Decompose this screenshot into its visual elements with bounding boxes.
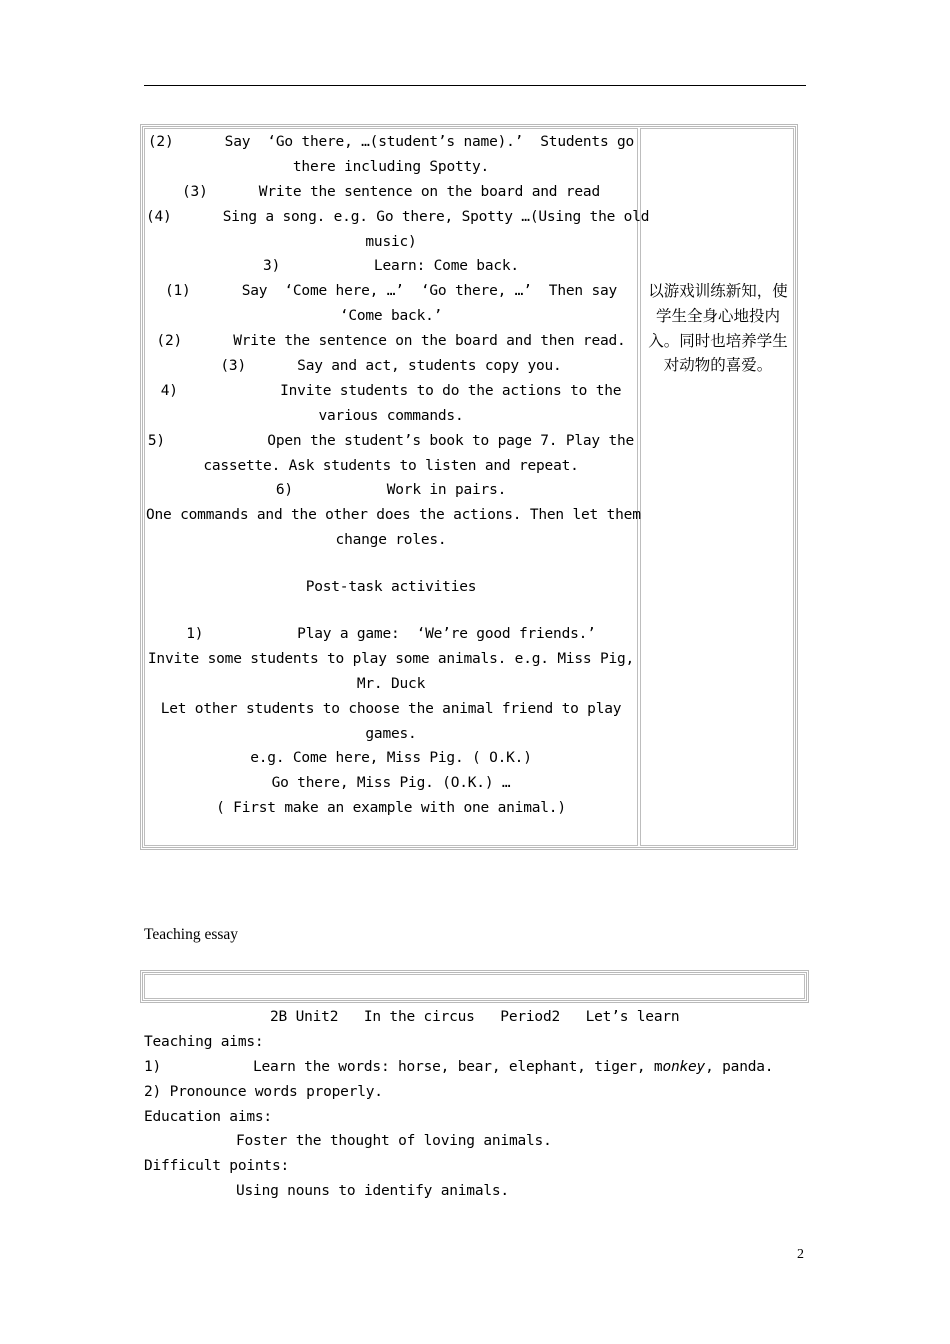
procedure-line: 4) Invite students to do the actions to the xyxy=(160,382,622,399)
procedure-line: cassette. Ask students to listen and repeat. xyxy=(203,457,579,474)
procedure-line: there including Spotty. xyxy=(292,158,490,175)
education-aims-heading: Education aims: xyxy=(144,1108,272,1125)
procedure-line: e.g. Come here, Miss Pig. ( O.K.) xyxy=(250,750,532,767)
teaching-aims-heading: Teaching aims: xyxy=(144,1033,264,1050)
procedure-line: music) xyxy=(365,233,417,250)
difficult-points-text: Using nouns to identify animals. xyxy=(236,1183,509,1200)
section-heading: Post-task activities xyxy=(305,579,477,596)
procedure-line: (1) Say ‘Come here, …’ ‘Go there, …’ Then say xyxy=(164,283,618,300)
procedure-line: Let other students to choose the animal friend to play xyxy=(160,700,622,717)
note-line: 学生全身心地投内 xyxy=(655,306,780,325)
note-line: 对动物的喜爱。 xyxy=(663,356,773,375)
aim-item-2: 2) Pronounce words properly. xyxy=(144,1083,383,1100)
procedure-line: 1) Play a game: ‘We’re good friends.’ xyxy=(186,626,596,643)
difficult-points-heading: Difficult points: xyxy=(144,1158,290,1175)
education-aims-text: Foster the thought of loving animals. xyxy=(236,1133,552,1150)
empty-table-cell xyxy=(144,974,805,999)
procedure-line: (4) Sing a song. e.g. Go there, Spotty …(Using the old xyxy=(146,208,650,225)
header-rule xyxy=(144,85,806,86)
procedure-line: 6) Work in pairs. xyxy=(275,482,507,499)
procedure-line: Mr. Duck xyxy=(356,675,426,692)
note-line: 入。同时也培养学生 xyxy=(648,331,788,350)
procedure-line: ( First make an example with one animal.) xyxy=(216,800,566,817)
aim-text: Learn the words: horse, bear, elephant, tiger, m xyxy=(253,1058,663,1075)
procedure-line: Go there, Miss Pig. (O.K.) … xyxy=(271,775,511,792)
aim-item-1 xyxy=(144,1055,804,1080)
procedure-line: change roles. xyxy=(335,532,447,549)
procedure-line: 3) Learn: Come back. xyxy=(263,258,519,275)
page-number: 2 xyxy=(797,1247,804,1262)
procedure-text xyxy=(146,130,650,821)
essay-heading: Teaching essay xyxy=(144,926,239,943)
procedure-line: (2) Write the sentence on the board and then read. xyxy=(156,333,626,350)
procedure-line: ‘Come back.’ xyxy=(339,308,443,325)
procedure-line: (2) Say ‘Go there, …(student’s name).’ Students go xyxy=(147,134,635,150)
procedure-line: 5) Open the student’s book to page 7. Play the xyxy=(147,432,635,449)
procedure-line: (3) Say and act, students copy you. xyxy=(220,358,562,375)
procedure-line: Invite some students to play some animals. e.g. Miss Pig, xyxy=(147,650,635,667)
teaching-notes xyxy=(642,279,794,378)
blank-line xyxy=(146,600,636,622)
procedure-line: One commands and the other does the actions. Then let them xyxy=(146,507,641,524)
procedure-line: games. xyxy=(365,725,417,742)
lesson-title: 2B Unit2 In the circus Period2 Let’s learn xyxy=(270,1009,680,1025)
aim-text-italic: onkey xyxy=(662,1058,706,1075)
aim-text-end: , panda. xyxy=(705,1058,774,1075)
blank-line xyxy=(146,553,636,575)
procedure-line: (3) Write the sentence on the board and read xyxy=(182,183,600,200)
table-cell-notes xyxy=(640,128,794,846)
aim-number: 1) xyxy=(144,1058,162,1075)
procedure-line: various commands. xyxy=(318,407,464,424)
note-line: 以游戏训练新知，使 xyxy=(648,282,788,300)
lesson-plan xyxy=(144,1005,804,1204)
